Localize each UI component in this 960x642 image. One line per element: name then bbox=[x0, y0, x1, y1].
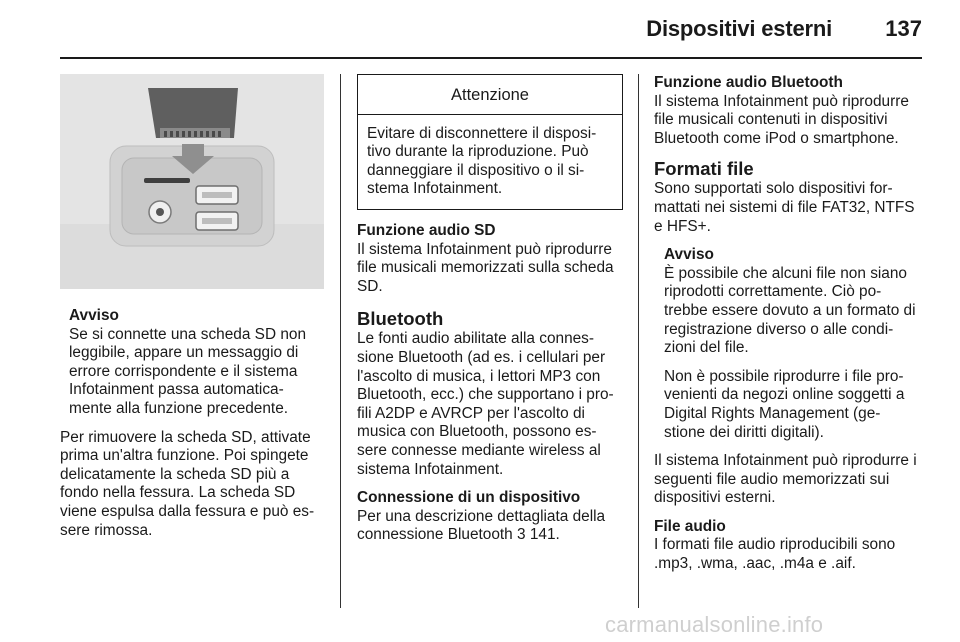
warning-title: Attenzione bbox=[358, 75, 622, 115]
paragraph-file-formats: Sono supportati solo dispositivi for- mattati nei sistemi di file FAT32, NTFS e HFS+. bbox=[654, 180, 915, 235]
note-text: È possibile che alcuni file non siano riprodotti correttamente. Ciò po- trebbe essere dovuto a un formato di registrazione diverso o alle condi- zioni del file. bbox=[664, 264, 916, 357]
page-title: Dispositivi esterni bbox=[646, 16, 832, 41]
header-rule bbox=[60, 57, 922, 59]
paragraph-remove-sd: Per rimuovere la scheda SD, attivate prima un'altra funzione. Poi spingete delicatamente la scheda SD più a fondo nella fessura. La scheda SD viene espulsa dalla fessura e può es- sere rimossa. bbox=[60, 428, 315, 539]
note-box bbox=[654, 246, 924, 442]
column-left bbox=[60, 74, 326, 550]
column-middle bbox=[357, 74, 625, 555]
watermark: carmanualsonline.info bbox=[605, 612, 824, 637]
note-text: Non è possibile riprodurre i file pro- venienti da negozi online soggetti a Digital Rights Management (ge- stione dei diritti digitali). bbox=[664, 367, 905, 441]
heading-bluetooth: Bluetooth bbox=[357, 308, 444, 330]
note-title: Avviso bbox=[69, 307, 119, 324]
page-header bbox=[60, 10, 922, 50]
paragraph-supported-files: Il sistema Infotainment può riprodurre i seguenti file audio memorizzati sui dispositivi esterni. bbox=[654, 452, 917, 507]
heading-connect-device: Connessione di un dispositivo bbox=[357, 489, 581, 507]
note-box bbox=[60, 307, 326, 419]
heading-sd-audio: Funzione audio SD bbox=[357, 221, 496, 239]
heading-audio-files: File audio bbox=[654, 517, 726, 535]
heading-bt-audio: Funzione audio Bluetooth bbox=[654, 74, 843, 91]
note-text: Se si connette una scheda SD non leggibile, appare un messaggio di errore corrispondente e il sistema Infotainment passa automatica- mente alla funzione precedente. bbox=[69, 325, 307, 417]
page-number: 137 bbox=[885, 16, 922, 41]
warning-text: Evitare di disconnettere il disposi- tivo durante la riproduzione. Può danneggiare il dispositivo o il si- stema Infotainment. bbox=[367, 124, 597, 198]
column-divider bbox=[340, 74, 341, 608]
connect-text: Per una descrizione dettagliata della connessione Bluetooth bbox=[357, 507, 606, 544]
note-title: Avviso bbox=[664, 246, 714, 264]
paragraph-bt-audio: Il sistema Infotainment può riprodurre file musicali contenuti in dispositivi Bluetooth come iPod o smartphone. bbox=[654, 92, 909, 147]
sd-slot-illustration bbox=[60, 74, 324, 289]
paragraph-bluetooth: Le fonti audio abilitate alla connes- sione Bluetooth (ad es. i cellulari per l'ascolto di musica, i lettori MP3 con Bluetooth, ecc.) che supportano i pro- fili A2DP e AVRCP per l'ascolto di musica con Bluetooth, possono es- sere connesse mediante wireless al sistema Infotainment. bbox=[357, 330, 614, 478]
page-reference-link[interactable]: 3 141. bbox=[517, 526, 560, 544]
sd-card-insert-illustration bbox=[60, 74, 324, 289]
paragraph-connect-device bbox=[357, 508, 625, 545]
paragraph-sd-audio: Il sistema Infotainment può riprodurre file musicali memorizzati sulla scheda SD. bbox=[357, 240, 614, 295]
column-right bbox=[654, 74, 924, 584]
heading-file-formats: Formati file bbox=[654, 158, 754, 180]
paragraph-audio-files: I formati file audio riproducibili sono .mp3, .wma, .aac, .m4a e .aif. bbox=[654, 536, 896, 573]
warning-box bbox=[357, 74, 623, 210]
column-divider bbox=[638, 74, 639, 608]
